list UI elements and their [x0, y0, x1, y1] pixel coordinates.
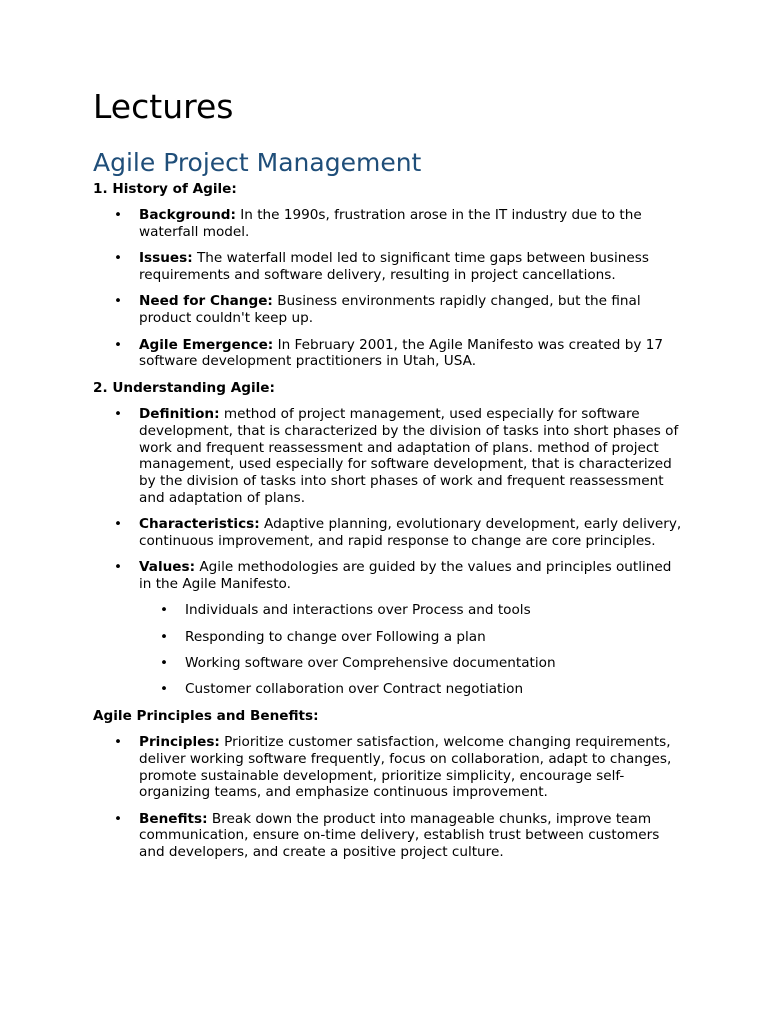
understanding-heading: 2. Understanding Agile:: [93, 379, 275, 396]
list-item-principles: [93, 734, 683, 801]
item-term: Values:: [139, 559, 196, 576]
document-body: [93, 181, 683, 871]
item-text: Adaptive planning, evolutionary development, early delivery, continuous improvement, and rapid response to change are core principles.: [139, 516, 682, 550]
item-text: Business environments rapidly changed, but the final product couldn't keep up.: [139, 293, 641, 327]
item-text: Prioritize customer satisfaction, welcome changing requirements, deliver working software frequently, focus on collaboration, adapt to changes, promote sustainable development, prioritize simplicity, encourage self-organizing teams, and emphasize continuous improvement.: [139, 733, 672, 801]
history-heading: 1. History of Agile:: [93, 181, 237, 197]
value-text: Customer collaboration over Contract negotiation: [185, 681, 524, 698]
bullet-icon: •: [114, 516, 123, 533]
bullet-icon: •: [114, 293, 123, 310]
understanding-list: [93, 406, 683, 698]
value-text: Responding to change over Following a plan: [185, 628, 486, 645]
item-term: Principles:: [139, 733, 220, 750]
principles-list: [93, 734, 683, 861]
item-term: Definition:: [139, 405, 220, 422]
bullet-icon: •: [114, 559, 123, 576]
bullet-icon: •: [114, 207, 123, 224]
page-title: Lectures: [93, 87, 234, 126]
item-text: In the 1990s, frustration arose in the IT industry due to the waterfall model.: [139, 207, 642, 241]
section-heading: Agile Project Management: [93, 148, 422, 177]
bullet-icon: •: [160, 681, 169, 698]
bullet-icon: •: [160, 655, 169, 672]
value-item: [139, 629, 683, 646]
item-term: Agile Emergence:: [139, 336, 274, 353]
list-item-issues: [93, 250, 683, 284]
value-text: Working software over Comprehensive documentation: [185, 655, 556, 672]
item-term: Issues:: [139, 250, 193, 267]
bullet-icon: •: [114, 336, 123, 353]
item-term: Benefits:: [139, 810, 208, 827]
bullet-icon: •: [114, 250, 123, 267]
value-item: [139, 681, 683, 698]
bullet-icon: •: [114, 405, 123, 422]
item-text: Break down the product into manageable chunks, improve team communication, ensure on-time delivery, establish trust between customers and developers, and create a positive project culture.: [139, 810, 660, 861]
value-item: [139, 602, 683, 619]
item-text: In February 2001, the Agile Manifesto was created by 17 software development practitioners in Utah, USA.: [139, 336, 664, 370]
history-list: [93, 207, 683, 370]
values-sublist: [139, 602, 683, 698]
item-term: Need for Change:: [139, 293, 273, 310]
list-item-agile-emergence: [93, 337, 683, 371]
item-text: method of project management, used especially for software development, that is characterized by the division of tasks into short phases of work and frequent reassessment and adaptation of plans. method of project management, used especially for software development, that is characterized by the division of tasks into short phases of work and frequent reassessment and adaptation of plans.: [139, 405, 679, 506]
list-item-benefits: [93, 811, 683, 861]
bullet-icon: •: [114, 733, 123, 750]
list-item-definition: [93, 406, 683, 507]
value-item: [139, 655, 683, 672]
principles-heading: Agile Principles and Benefits:: [93, 707, 319, 724]
bullet-icon: •: [114, 810, 123, 827]
list-item-need-for-change: [93, 293, 683, 327]
item-term: Characteristics:: [139, 516, 260, 533]
item-term: Background:: [139, 207, 236, 224]
bullet-icon: •: [160, 628, 169, 645]
list-item-characteristics: [93, 516, 683, 550]
item-text: The waterfall model led to significant time gaps between business requirements and software delivery, resulting in project cancellations.: [139, 250, 649, 284]
list-item-background: [93, 207, 683, 241]
list-item-values: [93, 559, 683, 698]
item-text: Agile methodologies are guided by the values and principles outlined in the Agile Manifesto.: [139, 559, 672, 593]
value-text: Individuals and interactions over Process and tools: [185, 602, 531, 619]
bullet-icon: •: [160, 602, 169, 619]
